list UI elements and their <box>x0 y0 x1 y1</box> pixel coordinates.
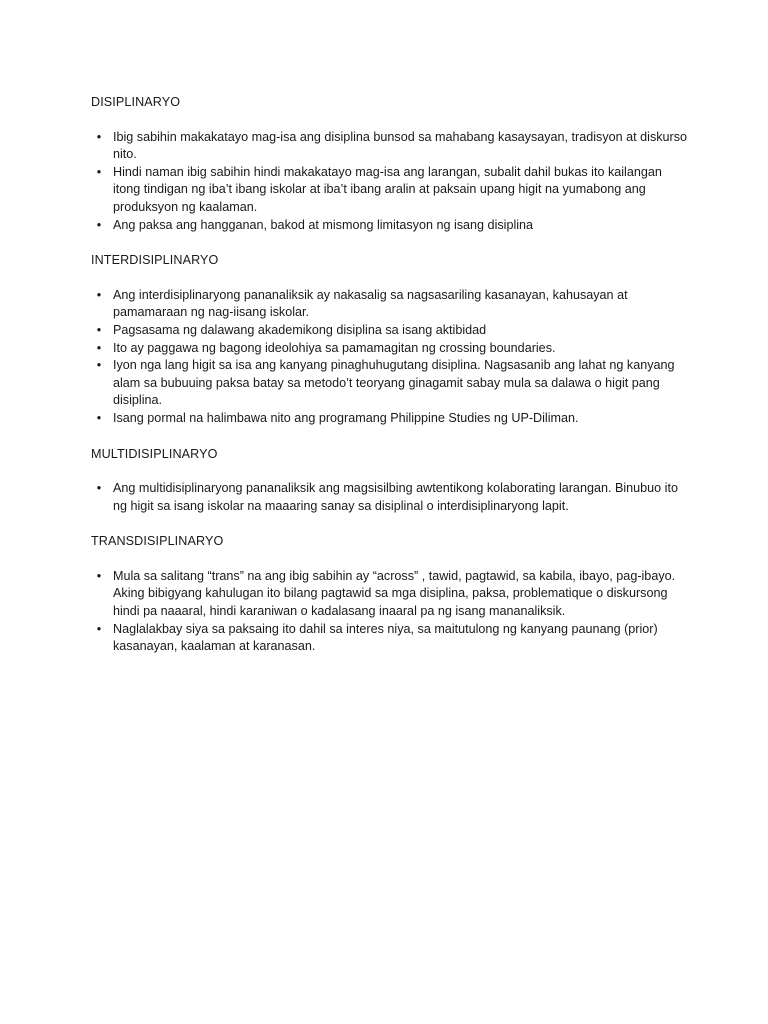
bullet-icon: • <box>96 621 102 636</box>
bullet-icon: • <box>96 287 102 302</box>
list-item-text: Ang multidisiplinaryong pananaliksik ang magsisilbing awtentikong kolaborating larangan. Binubuo ito ng higit sa isang iskolar na maaaring sanay sa disiplinal o interdisiplinaryong lapit. <box>113 481 678 513</box>
list-item <box>91 621 691 656</box>
list-item <box>91 480 691 515</box>
section-transdisiplinaryo <box>91 533 691 656</box>
list-item-text: Naglalakbay siya sa paksaing ito dahil sa interes niya, sa maitutulong ng kanyang paunang (prior) kasanayan, kaalaman at karanasan. <box>113 621 658 654</box>
list-item <box>91 410 691 428</box>
list-item-text: Ang paksa ang hangganan, bakod at mismong limitasyon ng isang disiplina <box>113 217 534 232</box>
list-item <box>91 568 691 621</box>
list-item <box>91 340 691 358</box>
list-item <box>91 322 691 340</box>
section-interdisiplinaryo <box>91 252 691 427</box>
bullet-icon: • <box>96 322 102 337</box>
section-heading: TRANSDISIPLINARYO <box>91 534 224 549</box>
list-item-text: Ibig sabihin makakatayo mag-isa ang disiplina bunsod sa mahabang kasaysayan, tradisyon at diskurso nito. <box>113 129 688 162</box>
list-item-text: Pagsasama ng dalawang akademikong disiplina sa isang aktibidad <box>113 322 487 337</box>
bullet-icon: • <box>96 340 102 355</box>
list-item-text: Hindi naman ibig sabihin hindi makakatayo mag-isa ang larangan, subalit dahil bukas ito kailangan itong tindigan ng iba’t ibang iskolar at iba’t ibang aralin at paksain upang higit na yumabong ang produksyon ng kaalaman. <box>113 164 662 214</box>
list-item <box>91 217 691 235</box>
section-heading: MULTIDISIPLINARYO <box>91 446 218 461</box>
list-item-text: Ito ay paggawa ng bagong ideolohiya sa pamamagitan ng crossing boundaries. <box>113 340 556 355</box>
bullet-icon: • <box>96 568 102 583</box>
list-item <box>91 129 691 164</box>
bullet-icon: • <box>96 481 102 496</box>
bullet-list <box>91 287 691 428</box>
list-item-text: Iyon nga lang higit sa isa ang kanyang pinaghuhugutang disiplina. Nagsasanib ang lahat ng kanyang alam sa bubuuing paksa batay sa metodo’t teoryang ginagamit sabay mula sa dalawa o higit pang disiplina. <box>113 358 675 408</box>
section-heading: INTERDISIPLINARYO <box>91 253 219 268</box>
bullet-icon: • <box>96 217 102 232</box>
section-heading: DISIPLINARYO <box>91 95 181 109</box>
list-item <box>91 357 691 410</box>
bullet-list <box>91 480 691 515</box>
section-multidisiplinaryo <box>91 446 691 516</box>
list-item-text: Mula sa salitang “trans” na ang ibig sabihin ay “across” , tawid, pagtawid, sa kabila, ibayo, pag-ibayo. Aking bibigyang kahulugan ito bilang pagtawid sa mga disiplina, paksa, problematique o diskursong hindi pa naaaral, hindi karaniwan o kadalasang inaaral pa ng isang mananaliksik. <box>113 568 676 619</box>
bullet-icon: • <box>96 410 102 425</box>
list-item-text: Ang interdisiplinaryong pananaliksik ay nakasalig sa nagsasariling kasanayan, kahusayan at pamamaraan ng nag-iisang iskolar. <box>113 287 628 320</box>
bullet-list <box>91 568 691 656</box>
list-item <box>91 164 691 217</box>
bullet-icon: • <box>96 164 102 179</box>
bullet-list <box>91 129 691 235</box>
list-item <box>91 287 691 322</box>
list-item-text: Isang pormal na halimbawa nito ang programang Philippine Studies ng UP-Diliman. <box>113 410 579 425</box>
section-disiplinaryo <box>91 94 691 234</box>
bullet-icon: • <box>96 129 102 144</box>
bullet-icon: • <box>96 358 102 373</box>
document-body <box>91 94 691 674</box>
